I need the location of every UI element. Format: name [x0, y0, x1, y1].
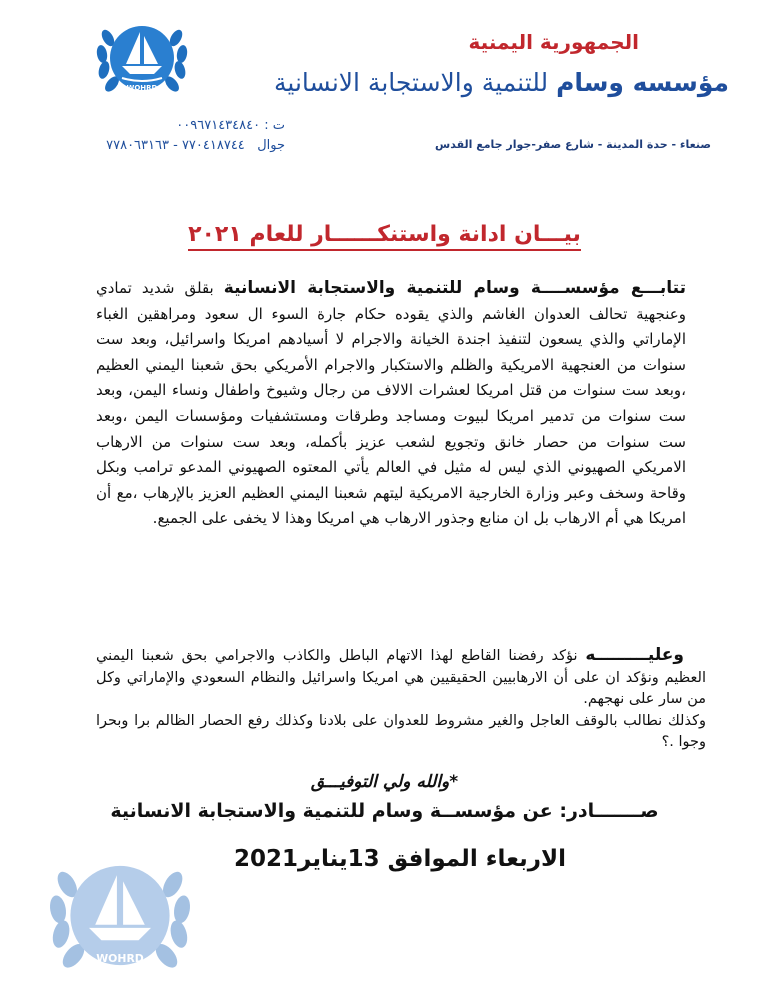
conclusion-demand: وكذلك نطالب بالوقف العاجل والغير مشروط للعدوان على بلادنا وكذلك رفع الحصار الظالم برا وبحرا وجوا .؟: [96, 712, 706, 750]
logo-text: WOHRD: [126, 84, 158, 92]
statement-title: بيـــان ادانة واستنكــــــار للعام ٢٠٢١: [0, 222, 769, 251]
org-name-rest: للتنمية والاستجابة الانسانية: [274, 68, 549, 97]
watermark-logo: [40, 838, 200, 993]
mobile-row: [45, 136, 285, 156]
watermark-logo-text: WOHRD: [96, 952, 144, 965]
mobile-numbers: ٧٧٠٤١٨٧٤٤ - ٧٧٨٠٦٣١٦٣: [106, 138, 245, 153]
conclusion-text: نؤكد رفضنا القاطع لهذا الاتهام الباطل والكاذب والاجرامي بحق شعبنا اليمني العظيم ونؤكد ان على أن الارهابيين الحقيقيين هي امريكا واسرائيل والنظام السعودي والإماراتي وكل من سار على نهجهم.: [96, 648, 706, 707]
letterhead-organization: [274, 68, 729, 97]
mobile-label: جوال: [257, 138, 285, 153]
letterhead-country: الجمهورية اليمنية: [468, 30, 639, 54]
org-name-lead: مؤسسه وسام: [556, 68, 729, 97]
conclusion-lead: وعليـــــــــه: [585, 645, 684, 665]
phone-label: ت :: [264, 118, 285, 133]
closing-line: *والله ولي التوفيـــق: [310, 772, 459, 792]
date-line: الاربعاء الموافق 13يناير2021: [234, 846, 566, 872]
issuer-line: صـــــــادر: عن مؤسســة وسام للتنمية والاستجابة الانسانية: [110, 800, 659, 822]
conclusion-paragraph: [96, 645, 706, 754]
organization-logo: [92, 8, 192, 108]
body-text: بقلق شديد تمادي وعنجهية تحالف العدوان الغاشم والذي يقوده حكام جارة السوء ال سعود ومراهقين الغباء الإماراتي والذي يسعون لتنفيذ اجندة الخيانة والاجرام لا أسيادهم امريكا واسرائيل، وبعد ست سنوات من العنجهية الامريكية والظلم والاستكبار والاجرام الأمريكي بحق شعبنا اليمني العظيم ،وبعد ست سنوات من قتل امريكا لعشرات الالاف من رجال وشيوخ واطفال ونساء اليمن، وبعد ست سنوات من تدمير امريكا لبيوت ومساجد وطرقات ومستشفيات ومؤسسات اليمن ،وبعد ست سنوات من حصار خانق وتجويع لشعب عزيز بأكمله، وبعد ست سنوات من الارهاب الامريكي الصهيوني الذي ليس له مثيل في العالم يأتي المعتوه الصهيوني المدعو ترامب وبكل وقاحة وسخف وعبر وزارة الخارجية الامريكية ليتهم شعبنا اليمني العظيم العزيز بالإرهاب ،مع أن امريكا هي أم الارهاب بل ان منابع وجذور الارهاب هي امريكا وهذا لا يخفى على الجميع.: [96, 279, 686, 528]
contact-info: [45, 116, 285, 156]
body-lead: تتابـــع مؤسســــة وسام للتنمية والاستجابة الانسانية: [223, 278, 686, 298]
phone-number: ٠٠٩٦٧١٤٣٤٨٤٠: [176, 118, 261, 133]
statement-body: [96, 276, 686, 532]
phone-row: [45, 116, 285, 136]
letterhead-address: صنعاء - حدة المدينة - شارع صفر-جوار جامع القدس: [435, 138, 711, 151]
